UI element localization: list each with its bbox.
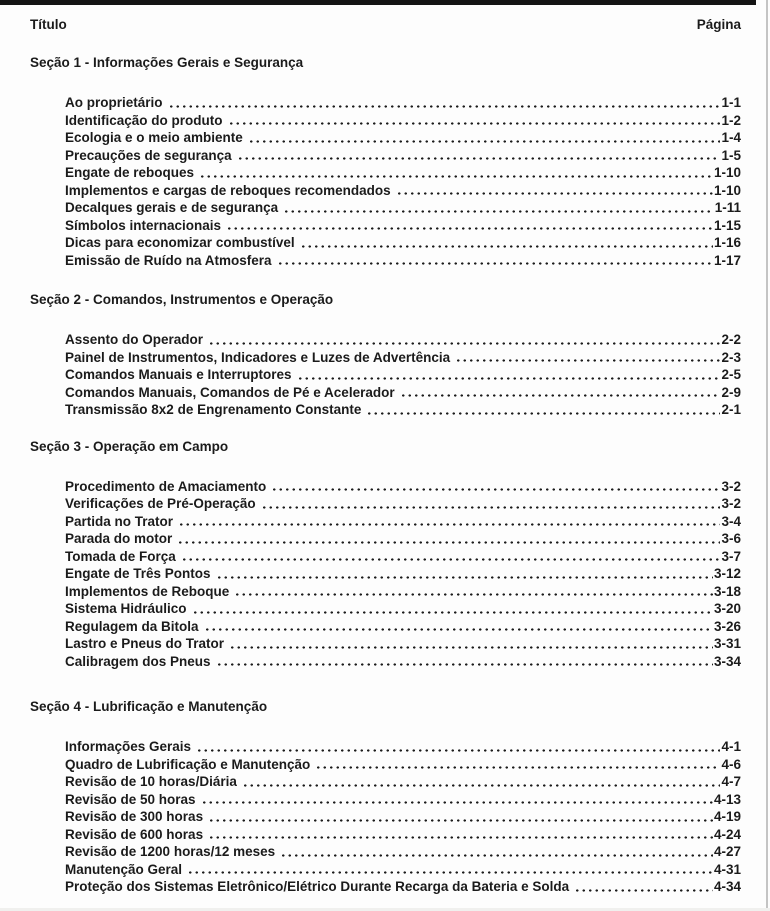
toc-entry bbox=[65, 600, 741, 618]
toc-entry-page: 2-9 bbox=[721, 384, 741, 400]
toc-entry-page: 3-12 bbox=[713, 566, 741, 581]
toc-entry bbox=[65, 826, 741, 844]
dot-leader bbox=[216, 653, 713, 671]
toc-entry bbox=[65, 738, 741, 756]
toc-entry-page: 4-7 bbox=[721, 774, 741, 789]
toc-entry bbox=[65, 94, 741, 112]
toc-entry bbox=[65, 530, 741, 548]
toc-entry bbox=[65, 349, 741, 367]
section-entries bbox=[65, 94, 741, 269]
section-heading: Seção 3 - Operação em Campo bbox=[30, 438, 229, 454]
toc-entry-title: Implementos e cargas de reboques recomendados bbox=[65, 182, 391, 198]
dot-leader bbox=[199, 164, 713, 182]
toc-entry-page: 3-2 bbox=[721, 478, 741, 494]
toc-entry bbox=[65, 478, 741, 496]
toc-entry-page: 1-16 bbox=[713, 235, 741, 250]
toc-entry bbox=[65, 565, 741, 583]
toc-entry-title: Sistema Hidráulico bbox=[65, 601, 187, 616]
toc-entry-title: Engate de Três Pontos bbox=[65, 566, 211, 581]
toc-entry bbox=[65, 635, 741, 653]
dot-leader bbox=[208, 331, 720, 349]
toc-entry bbox=[65, 384, 741, 402]
dot-leader bbox=[261, 495, 721, 513]
toc-entry-page: 1-11 bbox=[714, 200, 741, 215]
section-heading: Seção 4 - Lubrificação e Manutenção bbox=[30, 699, 268, 714]
toc-entry-page: 1-1 bbox=[721, 95, 741, 110]
toc-entry-title: Lastro e Pneus do Trator bbox=[65, 636, 225, 651]
dot-leader bbox=[192, 600, 713, 618]
toc-entry bbox=[65, 756, 741, 774]
section-entries bbox=[65, 738, 741, 896]
toc-entry-title: Painel de Instrumentos, Indicadores e Luzes de Advertência bbox=[65, 349, 451, 365]
toc-entry-page: 4-31 bbox=[713, 861, 741, 877]
toc-entry bbox=[65, 495, 741, 513]
toc-entry bbox=[65, 861, 741, 879]
toc-entry-title: Transmissão 8x2 de Engrenamento Constante bbox=[65, 402, 362, 417]
toc-entry-page: 1-10 bbox=[713, 182, 741, 198]
toc-entry bbox=[65, 331, 741, 349]
toc-entry-page: 3-6 bbox=[721, 531, 741, 546]
toc-entry-title: Símbolos internacionais bbox=[65, 217, 222, 233]
toc-entry-page: 3-20 bbox=[713, 601, 741, 616]
toc-entry bbox=[65, 791, 741, 809]
section-heading: Seção 1 - Informações Gerais e Segurança bbox=[30, 55, 304, 70]
toc-entry bbox=[65, 147, 741, 165]
toc-entry-title: Tomada de Força bbox=[65, 548, 176, 564]
dot-leader bbox=[315, 756, 720, 774]
dot-leader bbox=[396, 182, 713, 200]
toc-entry-title: Engate de reboques bbox=[65, 165, 195, 180]
toc-entry bbox=[65, 773, 741, 791]
section-entries bbox=[65, 331, 741, 419]
toc-entry-title: Dicas para economizar combustível bbox=[65, 235, 295, 250]
dot-leader bbox=[226, 217, 713, 235]
toc-entry-title: Emissão de Ruído na Atmosfera bbox=[65, 252, 272, 268]
dot-leader bbox=[400, 384, 721, 402]
toc-entry-page: 4-13 bbox=[713, 791, 741, 807]
toc-entry-page: 1-10 bbox=[713, 165, 741, 180]
toc-entry-page: 3-2 bbox=[721, 496, 741, 511]
toc-section bbox=[0, 438, 766, 671]
toc-entry-title: Verificações de Pré-Operação bbox=[65, 496, 256, 511]
toc-entry bbox=[65, 234, 741, 252]
dot-leader bbox=[280, 843, 713, 861]
dot-leader bbox=[187, 861, 713, 879]
toc-entry-title: Parada do motor bbox=[65, 531, 173, 546]
toc-entry bbox=[65, 878, 741, 896]
toc-entry bbox=[65, 513, 741, 531]
toc-entry-title: Precauções de segurança bbox=[65, 147, 232, 163]
dot-leader bbox=[177, 530, 720, 548]
column-header-title: Título bbox=[30, 17, 67, 32]
toc-entry-title: Partida no Trator bbox=[65, 513, 174, 529]
toc-entry-title: Revisão de 600 horas bbox=[65, 826, 204, 842]
dot-leader bbox=[297, 366, 721, 384]
dot-leader bbox=[208, 826, 713, 844]
toc-entry-page: 3-18 bbox=[713, 583, 741, 599]
toc-entry bbox=[65, 618, 741, 636]
dot-leader bbox=[196, 738, 720, 756]
toc-entry bbox=[65, 129, 741, 147]
toc-entry-title: Manutenção Geral bbox=[65, 861, 183, 877]
toc-column-headers bbox=[30, 16, 741, 33]
toc-entry bbox=[65, 808, 741, 826]
toc-entry-page: 4-34 bbox=[713, 879, 741, 894]
toc-entry-page: 4-27 bbox=[713, 844, 741, 859]
toc-entry bbox=[65, 548, 741, 566]
toc-entry-title: Proteção dos Sistemas Eletrônico/Elétrico Durante Recarga da Bateria e Solda bbox=[65, 879, 570, 894]
toc-entry-title: Revisão de 50 horas bbox=[65, 791, 196, 807]
toc-entry-title: Ecologia e o meio ambiente bbox=[65, 130, 243, 145]
toc-entry-page: 1-17 bbox=[713, 252, 741, 268]
toc-entry-title: Comandos Manuais e Interruptores bbox=[65, 367, 292, 382]
toc-entry-title: Quadro de Lubrificação e Manutenção bbox=[65, 756, 311, 772]
toc-entry bbox=[65, 112, 741, 130]
toc-entry-title: Revisão de 300 horas bbox=[65, 809, 204, 824]
toc-section bbox=[0, 698, 766, 896]
toc-entry-page: 1-5 bbox=[721, 147, 741, 163]
toc-entry bbox=[65, 182, 741, 200]
toc-entry-title: Ao proprietário bbox=[65, 95, 163, 110]
toc-entry-page: 4-24 bbox=[713, 826, 741, 842]
dot-leader bbox=[178, 513, 720, 531]
dot-leader bbox=[168, 94, 721, 112]
dot-leader bbox=[283, 199, 714, 217]
toc-entry bbox=[65, 653, 741, 671]
dot-leader bbox=[277, 252, 713, 270]
dot-leader bbox=[216, 565, 713, 583]
toc-entry-title: Decalques gerais e de segurança bbox=[65, 200, 279, 215]
dot-leader bbox=[208, 808, 713, 826]
section-heading: Seção 2 - Comandos, Instrumentos e Operação bbox=[30, 292, 334, 307]
toc-entry-page: 2-1 bbox=[721, 402, 741, 417]
dot-leader bbox=[248, 129, 721, 147]
toc-entry-title: Assento do Operador bbox=[65, 332, 204, 347]
toc-section bbox=[0, 54, 766, 269]
toc-entry-page: 3-4 bbox=[721, 513, 741, 529]
toc-entry-title: Comandos Manuais, Comandos de Pé e Acelerador bbox=[65, 384, 395, 400]
toc-entry bbox=[65, 366, 741, 384]
toc-entry-title: Implementos de Reboque bbox=[65, 583, 230, 599]
toc-entry-page: 1-2 bbox=[721, 112, 741, 128]
dot-leader bbox=[228, 112, 721, 130]
toc-entry-title: Informações Gerais bbox=[65, 739, 192, 754]
toc-entry-page: 3-34 bbox=[713, 653, 741, 669]
dot-leader bbox=[300, 234, 713, 252]
toc-entry bbox=[65, 401, 741, 419]
toc-page bbox=[0, 5, 766, 896]
toc-entry-title: Regulagem da Bitola bbox=[65, 618, 199, 634]
toc-entry-page: 4-19 bbox=[713, 809, 741, 824]
toc-entry-page: 2-3 bbox=[721, 349, 741, 365]
page-right-edge-border bbox=[766, 0, 768, 911]
toc-entry bbox=[65, 217, 741, 235]
toc-section bbox=[0, 291, 766, 419]
toc-entry-page: 2-2 bbox=[721, 332, 741, 347]
toc-entry-title: Identificação do produto bbox=[65, 112, 223, 128]
toc-entry-page: 2-5 bbox=[721, 367, 741, 382]
toc-entry bbox=[65, 843, 741, 861]
toc-entry-page: 4-1 bbox=[721, 739, 741, 754]
toc-entry bbox=[65, 164, 741, 182]
dot-leader bbox=[242, 773, 721, 791]
dot-leader bbox=[455, 349, 720, 367]
toc-entry-page: 1-15 bbox=[713, 217, 741, 233]
toc-entry-title: Procedimento de Amaciamento bbox=[65, 478, 267, 494]
toc-entry-page: 3-7 bbox=[721, 548, 741, 564]
dot-leader bbox=[574, 878, 713, 896]
dot-leader bbox=[271, 478, 720, 496]
toc-entry bbox=[65, 252, 741, 270]
toc-entry-page: 1-4 bbox=[721, 130, 741, 145]
toc-entry bbox=[65, 199, 741, 217]
toc-entry bbox=[65, 583, 741, 601]
toc-entry-title: Revisão de 10 horas/Diária bbox=[65, 774, 237, 789]
toc-entry-page: 4-6 bbox=[721, 756, 741, 772]
toc-entry-title: Calibragem dos Pneus bbox=[65, 653, 211, 669]
dot-leader bbox=[204, 618, 713, 636]
toc-entry-page: 3-26 bbox=[713, 618, 741, 634]
column-header-page: Página bbox=[696, 17, 741, 32]
toc-sections bbox=[0, 54, 766, 896]
toc-entry-title: Revisão de 1200 horas/12 meses bbox=[65, 844, 276, 859]
toc-entry-page: 3-31 bbox=[713, 636, 741, 651]
dot-leader bbox=[237, 147, 721, 165]
dot-leader bbox=[181, 548, 721, 566]
section-entries bbox=[65, 478, 741, 671]
dot-leader bbox=[366, 401, 720, 419]
dot-leader bbox=[234, 583, 713, 601]
dot-leader bbox=[201, 791, 713, 809]
dot-leader bbox=[229, 635, 713, 653]
